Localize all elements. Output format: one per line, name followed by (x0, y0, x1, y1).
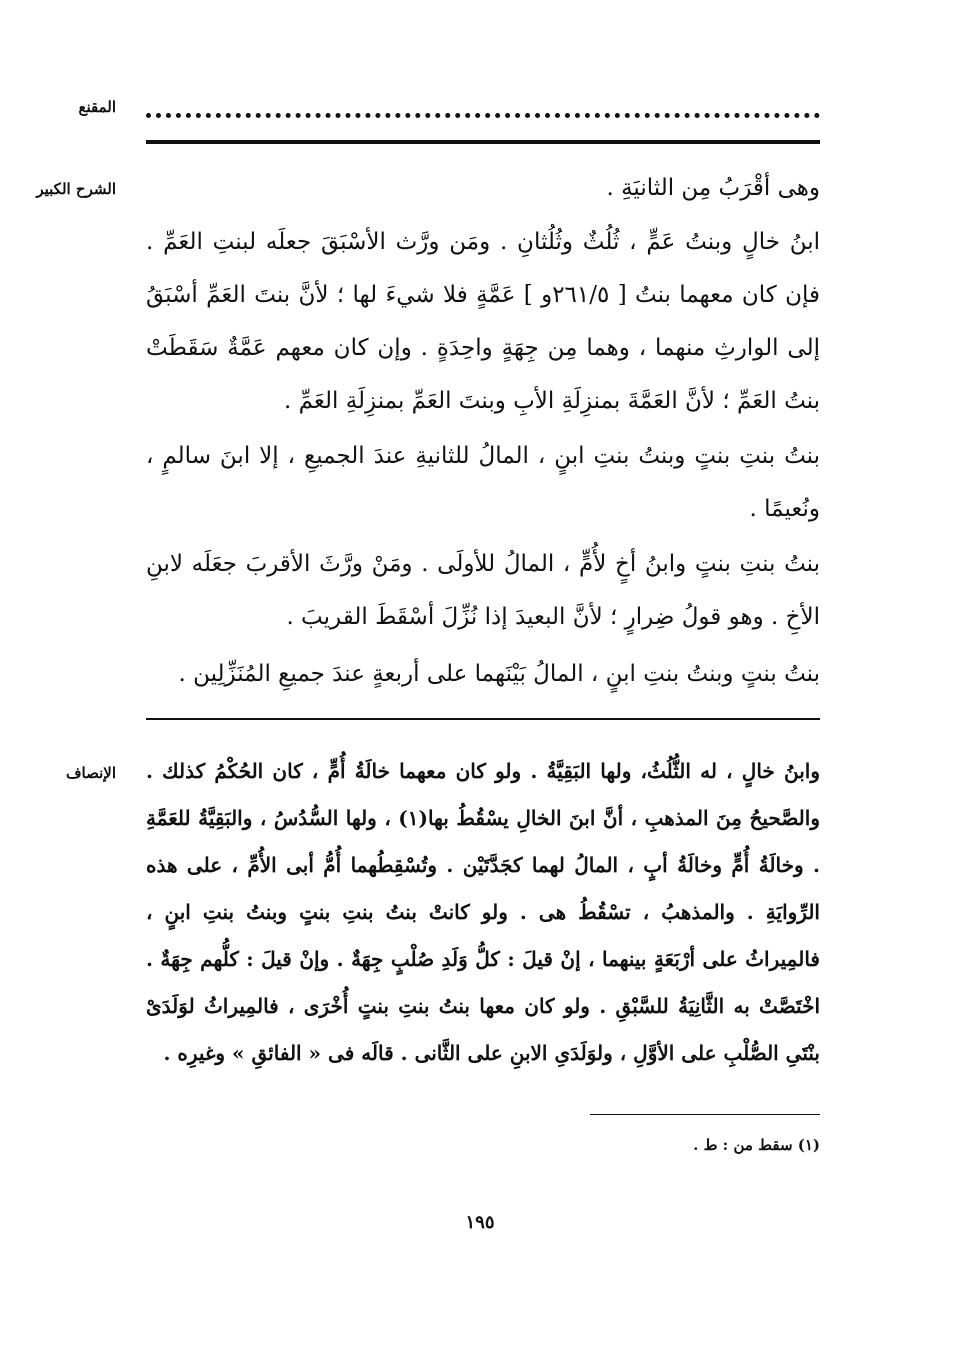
footnote: (١) سقط من : ط . (693, 1136, 820, 1154)
book-title-label: المقنع (78, 98, 116, 116)
sharh-paragraph: بنتُ بنتِ بنتٍ وبنتُ بنتِ ابنٍ ، المالُ للثانيةِ عندَ الجميعِ ، إلا ابنَ سالمٍ ، ونُعيمًا . (146, 443, 820, 522)
sharh-paragraph: ابنُ خالٍ وبنتُ عَمٍّ ، ثُلُثٌ وثُلُثانِ . ومَن ورَّث الأسْبَقَ جعلَه لبنتِ العَمِّ . فإن كان معهما بنتُ [ ٢٦١/٥و ] عَمَّةٍ فلا شيءَ لها ؛ لأنَّ بنتَ العَمِّ أسْبَقُ إلى الوارثِ منهما ، وهما مِن جِهَةٍ واحِدَةٍ . وإن كان معهم عَمَّةٌ سَقَطَتْ بنتُ العَمِّ ؛ لأنَّ العَمَّةَ بمنزِلَةِ الأبِ وبنتَ العَمِّ بمنزِلَةِ العَمِّ . (146, 229, 820, 414)
insaf-paragraph: وابنُ خالٍ ، له الثُّلُثُ، ولها البَقِيَّةُ . ولو كان معهما خالَةُ أُمٍّ ، كان الحُكْمُ كذلك . والصَّحيحُ مِنَ المذهبِ ، أنَّ ابنَ الخالِ يسْقُطُ بها(١) ، ولها السُّدُسُ ، والبَقِيَّةُ للعَمَّةِ . وخالَةُ أُمٍّ وخالَةُ أبٍ ، المالُ لهما كجَدَّتَيْن . وتُسْقِطُهما أُمُّ أبى الأُمِّ ، على هذه الرِّوايَةِ . والمذهبُ ، تسْقُطُ هى . ولو كانتْ بنتُ بنتِ بنتٍ وبنتُ بنتِ ابنٍ ، فالمِيراثُ على أرْبَعَةٍ بينهما ، إنْ قيلَ : كلُّ وَلَدِ صُلْبٍ جِهَةٌ . وإنْ قيلَ : كلُّهم جِهَةٌ . اخْتَصَّتْ به الثَّانِيَةُ للسَّبْقِ . ولو كان معها بنتُ بنتِ بنتٍ أُخْرَى ، فالمِيراثُ لوَلَدَىْ بنْتَىِ الصُّلْبِ على الأوَّلِ ، ولوَلَدَىِ الابنِ على الثَّانى . قالَه فى « الفائقِ » وغيرِه . (146, 759, 820, 1065)
sharh-section-label: الشرح الكبير (36, 180, 116, 198)
sharh-paragraph: بنتُ بنتٍ وبنتُ بنتِ ابنٍ ، المالُ بَيْنَهما على أربعةٍ عندَ جميعِ المُنَزِّلِين . (178, 661, 820, 687)
insaf-section-label: الإنصاف (65, 764, 116, 782)
page-number: ١٩٥ (465, 1212, 495, 1233)
top-rule (146, 140, 820, 144)
sharh-paragraph: وهى أقْرَبُ مِن الثانيَةِ . (606, 175, 820, 201)
sharh-paragraph: بنتُ بنتِ بنتٍ وابنُ أخٍ لأُمٍّ ، المالُ للأولَى . ومَنْ ورَّثَ الأقربَ جعَلَه لابنِ الأخِ . وهو قولُ ضِرارٍ ؛ لأنَّ البعيدَ إذا نُزِّلَ أسْقَطَ القريبَ . (146, 551, 820, 630)
footnote-rule (590, 1114, 820, 1115)
section-divider (146, 718, 820, 720)
dotted-separator (146, 98, 820, 118)
